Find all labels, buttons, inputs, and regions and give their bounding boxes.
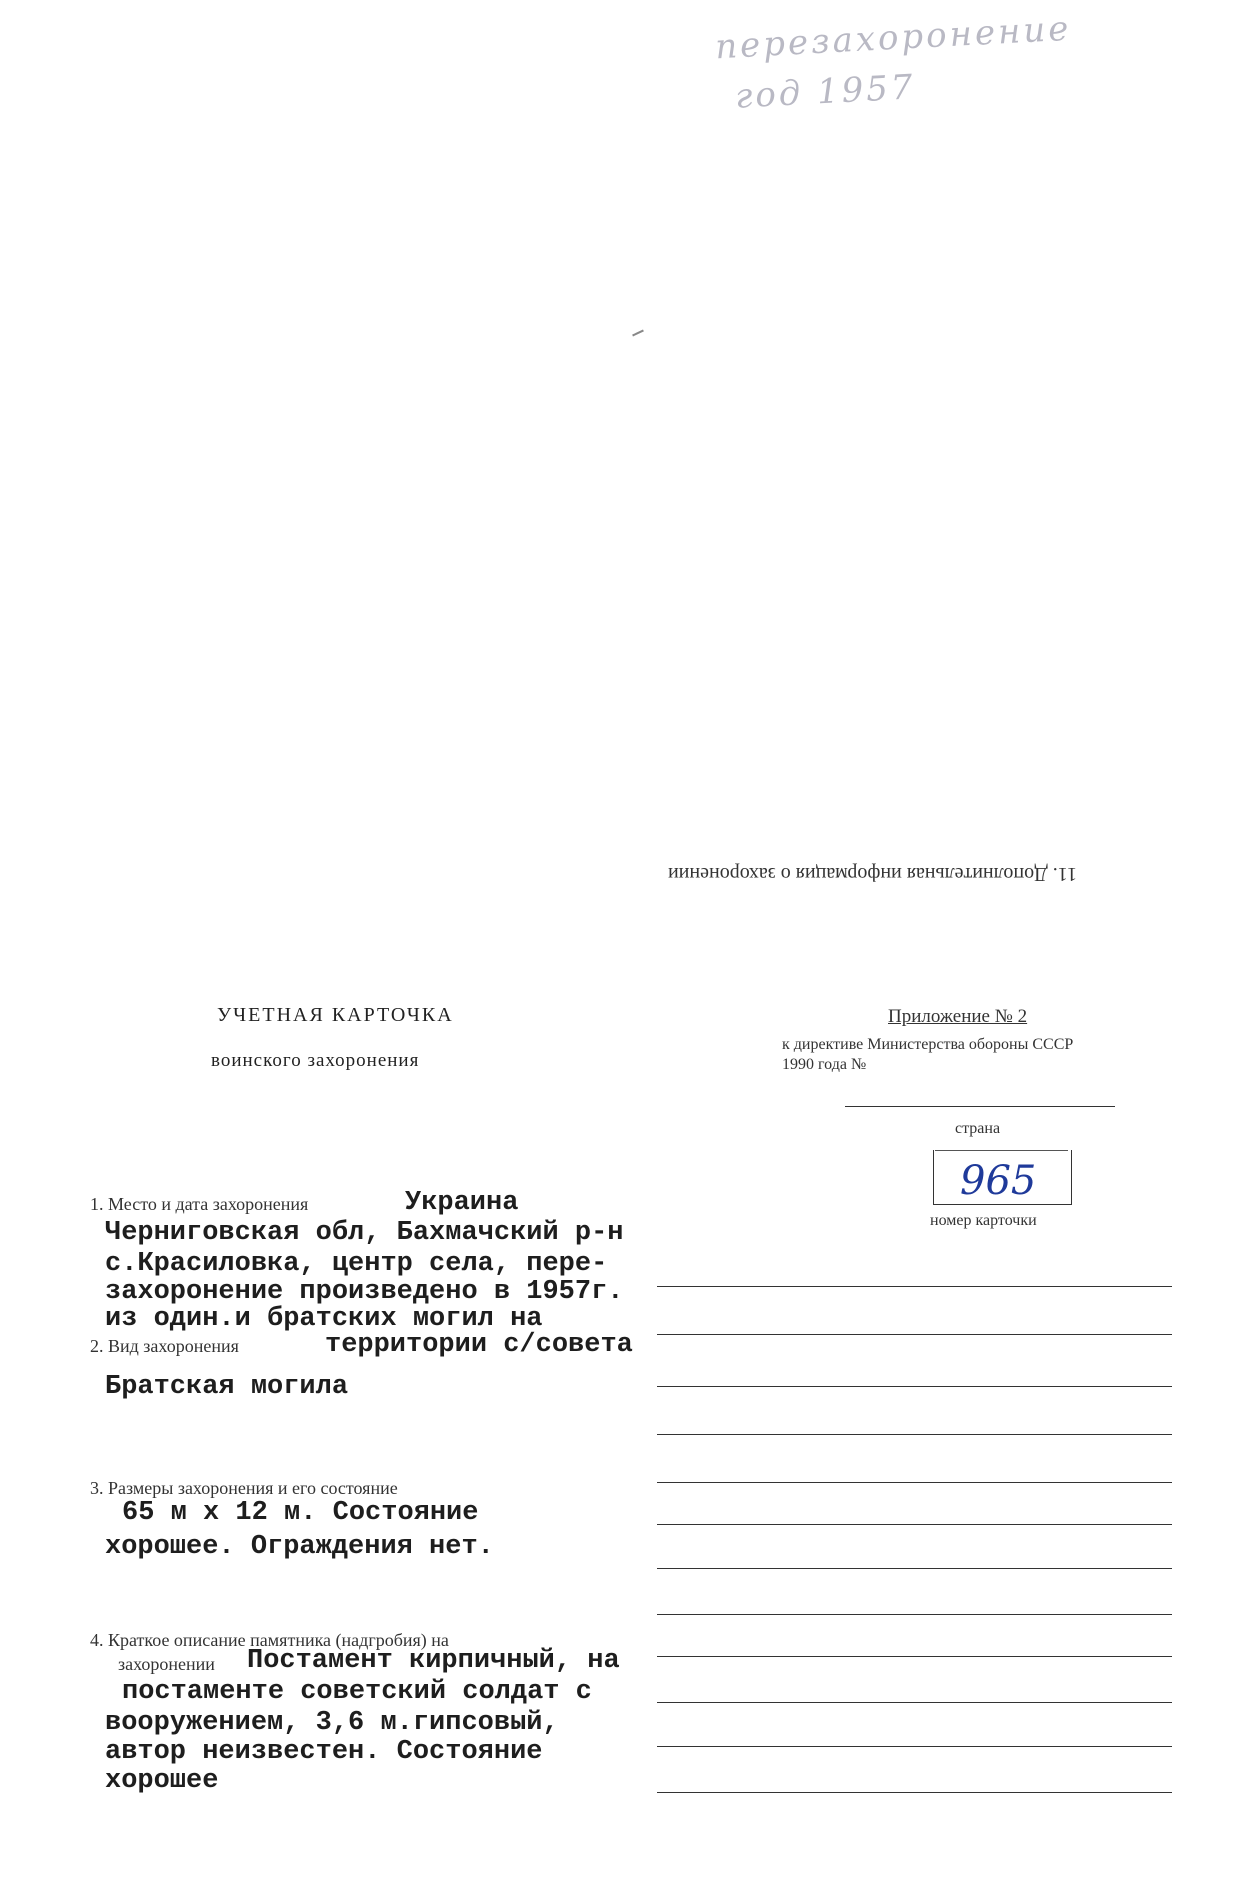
card-number-label: номер карточки bbox=[930, 1212, 1037, 1229]
field2-value-line1: Братская могила bbox=[105, 1372, 349, 1402]
card-title: УЧЕТНАЯ КАРТОЧКА bbox=[217, 1004, 454, 1026]
field1-value-line1: Украина bbox=[405, 1188, 519, 1218]
field2-label: 2. Вид захоронения bbox=[90, 1336, 239, 1356]
blank-line-9 bbox=[657, 1656, 1172, 1657]
field4-value-line5: хорошее bbox=[105, 1766, 219, 1796]
blank-line-3 bbox=[657, 1386, 1172, 1387]
field3-value-line1: 65 м х 12 м. Состояние bbox=[122, 1498, 479, 1528]
field3-value-line2: хорошее. Ограждения нет. bbox=[105, 1532, 494, 1562]
blank-line-12 bbox=[657, 1792, 1172, 1793]
blank-line-5 bbox=[657, 1482, 1172, 1483]
blank-line-10 bbox=[657, 1702, 1172, 1703]
margin-note-line1: перезахоронение bbox=[714, 8, 1073, 68]
appendix-year: 1990 года № bbox=[782, 1056, 867, 1073]
card-number-box-top bbox=[935, 1150, 1068, 1151]
card-subtitle: воинского захоронения bbox=[211, 1050, 420, 1071]
blank-line-11 bbox=[657, 1746, 1172, 1747]
field4-label-line2: захоронении bbox=[118, 1654, 215, 1674]
card-number-value: 965 bbox=[960, 1158, 1037, 1204]
blank-line-8 bbox=[657, 1614, 1172, 1615]
field1-value-line5: из один.и братских могил на bbox=[105, 1304, 543, 1334]
field4-value-line2: постаменте советский солдат с bbox=[122, 1677, 592, 1707]
field3-label: 3. Размеры захоронения и его состояние bbox=[90, 1478, 398, 1498]
appendix-directive: к директиве Министерства обороны СССР bbox=[782, 1036, 1074, 1053]
field4-value-line3: вооружением, 3,6 м.гипсовый, bbox=[105, 1708, 559, 1738]
additional-info-label-upside-down: 11. Дополнительная информация о захоронении bbox=[668, 863, 1077, 885]
field2-value-line0: территории с/совета bbox=[325, 1330, 633, 1360]
appendix-label: Приложение № 2 bbox=[888, 1006, 1028, 1027]
field4-value-line4: автор неизвестен. Состояние bbox=[105, 1737, 543, 1767]
blank-line-1 bbox=[657, 1286, 1172, 1287]
field1-value-line3: с.Красиловка, центр села, пере- bbox=[105, 1249, 608, 1279]
field1-label: 1. Место и дата захоронения bbox=[90, 1194, 309, 1214]
field1-value-line2: Черниговская обл, Бахмачский р-н bbox=[105, 1218, 624, 1248]
country-line bbox=[845, 1106, 1115, 1107]
blank-line-4 bbox=[657, 1434, 1172, 1435]
field4-value-line1: Постамент кирпичный, на bbox=[247, 1646, 620, 1676]
blank-line-2 bbox=[657, 1334, 1172, 1335]
blank-line-6 bbox=[657, 1524, 1172, 1525]
field4-label-line1: 4. Краткое описание памятника (надгробия) на bbox=[90, 1630, 449, 1650]
blank-line-7 bbox=[657, 1568, 1172, 1569]
country-label: страна bbox=[955, 1120, 1001, 1137]
field1-value-line4: захоронение произведено в 1957г. bbox=[105, 1277, 624, 1307]
margin-note-line2: год 1957 bbox=[734, 67, 917, 117]
stray-mark bbox=[632, 330, 644, 337]
